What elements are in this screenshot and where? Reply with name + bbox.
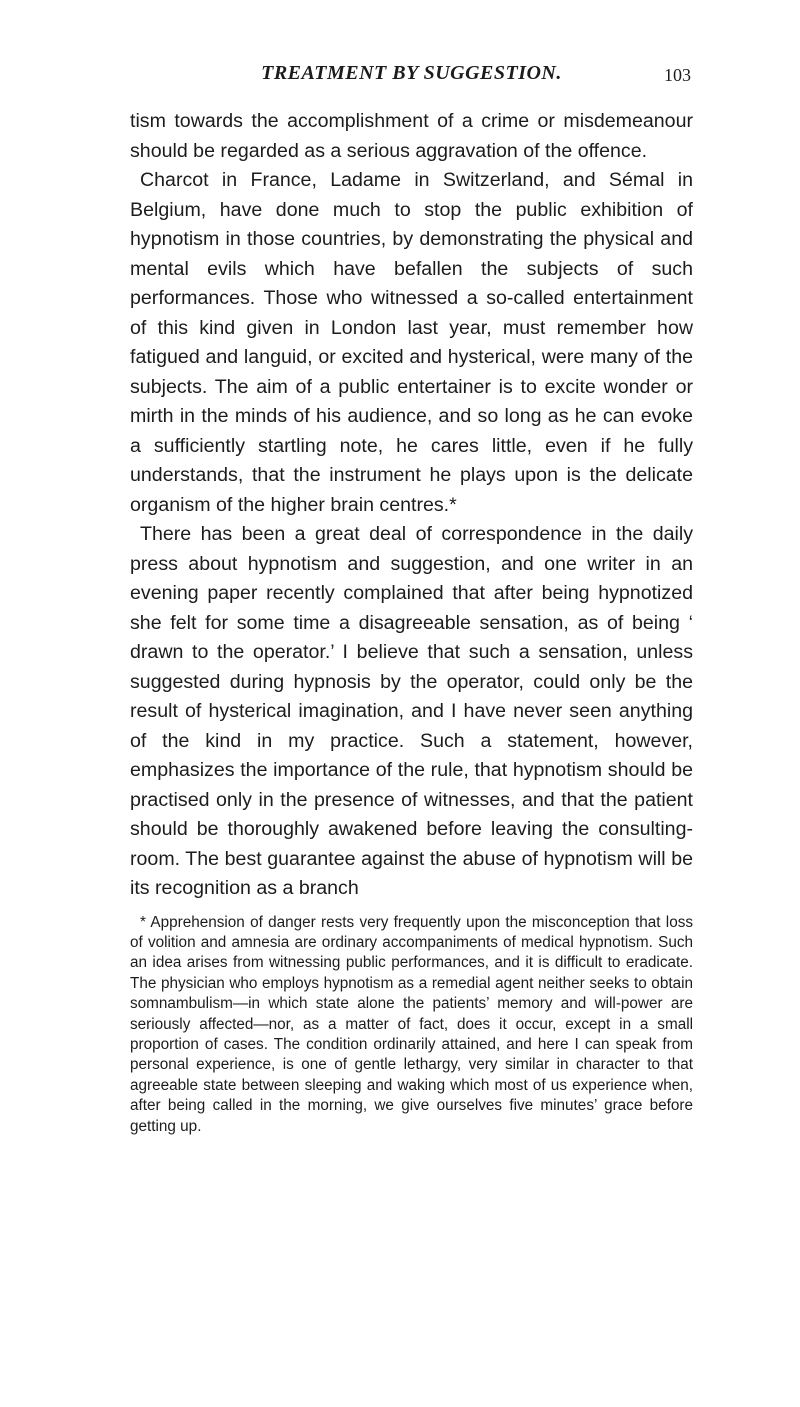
paragraph-correspondence: There has been a great deal of correspondence in the daily press about hypnotism and suggestion, and one writer in an evening paper recently complained that after being hypnotized she felt for some time a disagreeable sensation, as of being ‘ drawn to the operator.’ I believe that such a sensation, unless suggested during hypnosis by the operator, could only be the result of hysterical imagination, and I have never seen anything of the kind in my practice. Such a statement, however, emphasizes the importance of the rule, that hypnotism should be practised only in the presence of witnesses, and that the patient should be thoroughly awakened before leaving the consulting-room. The best guarantee against the abuse of hypnotism will be its recognition as a branch [130,523,693,899]
book-page [130,62,693,1137]
body-text [130,107,693,904]
running-head: TREATMENT BY SUGGESTION. [261,62,562,84]
page-number: 103 [664,65,691,85]
footnote: * Apprehension of danger rests very frequently upon the misconception that loss of volition and amnesia are ordinary accompaniments of medical hypnotism. Such an idea arises from witnessing public performances, and it is difficult to eradicate. The physician who employs hypnotism as a remedial agent neither seeks to obtain somnambulism—in which state alone the patients’ memory and will-power are seriously affected—nor, as a matter of fact, does it occur, except in a small proportion of cases. The condition ordinarily attained, and here I can speak from personal experience, is one of gentle lethargy, very similar in character to that agreeable state between sleeping and waking which most of us experience when, after being called in the morning, we give ourselves five minutes’ grace before getting up. [130,913,693,1135]
paragraph-charcot: Charcot in France, Ladame in Switzerland, and Sémal in Belgium, have done much to stop the public exhibition of hypnotism in those countries, by demonstrating the physical and mental evils which have befallen the subjects of such performances. Those who witnessed a so-called entertainment of this kind given in London last year, must remember how fatigued and languid, or excited and hysterical, were many of the subjects. The aim of a public entertainer is to excite wonder or mirth in the minds of his audience, and so long as he can evoke a sufficiently startling note, he cares little, even if he fully understands, that the instrument he plays upon is the delicate organism of the higher brain centres.* [130,169,693,516]
page-header [130,62,693,98]
paragraph-continuation: tism towards the accomplishment of a crime or misdemeanour should be regarded as a serious aggravation of the offence. [130,110,693,162]
